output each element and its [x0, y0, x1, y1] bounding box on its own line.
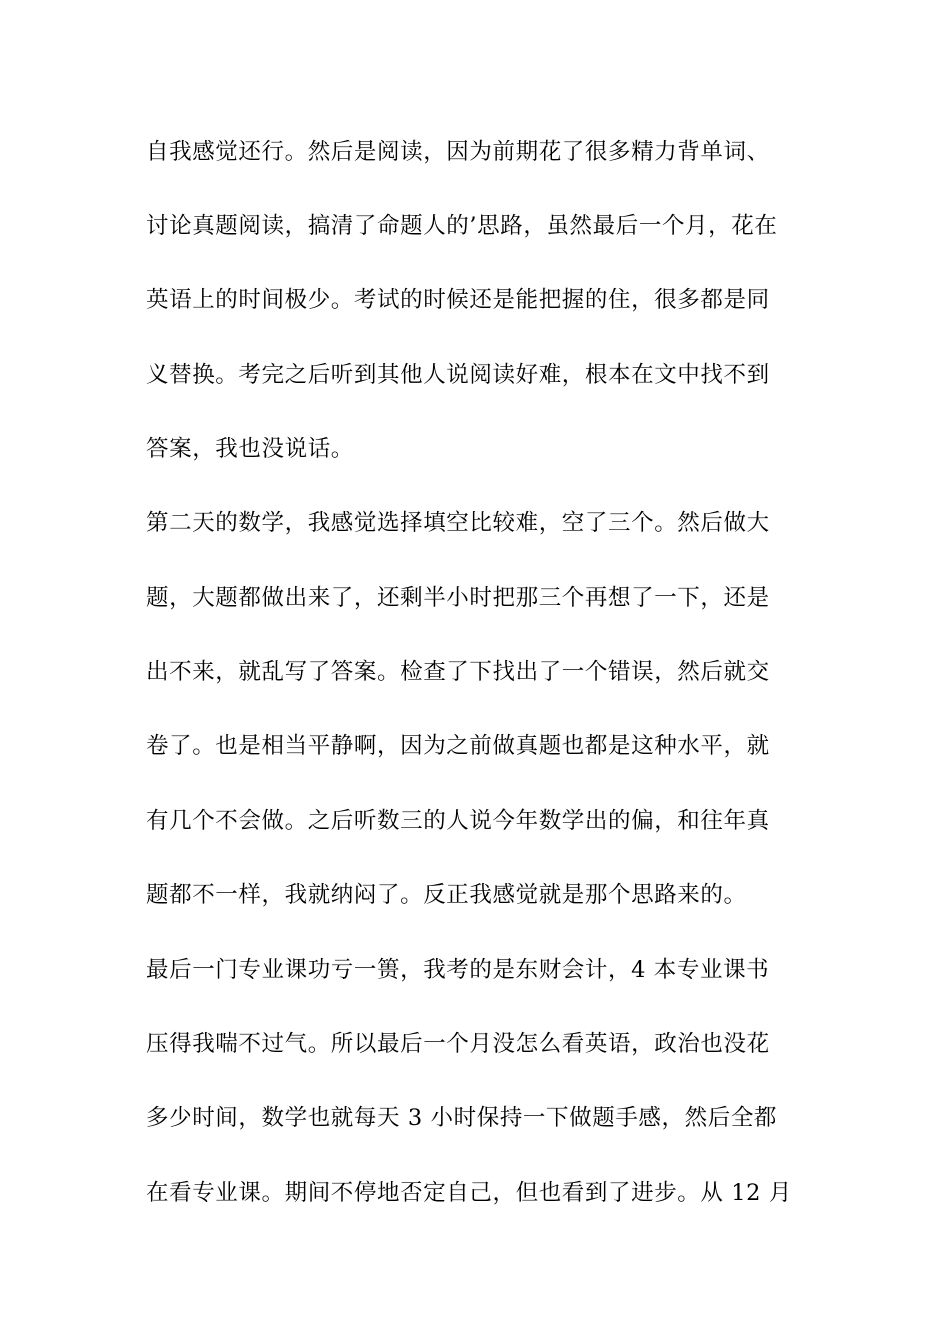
text-line: 最后一门专业课功亏一篑，我考的是东财会计，4 本专业课书: [146, 957, 770, 983]
text-line: 多少时间，数学也就每天 3 小时保持一下做题手感，然后全都: [146, 1105, 778, 1131]
text-line: 义替换。考完之后听到其他人说阅读好难，根本在文中找不到: [146, 362, 770, 388]
text-line: 答案，我也没说话。: [146, 436, 354, 462]
text-line: 第二天的数学，我感觉选择填空比较难，空了三个。然后做大: [146, 510, 770, 536]
text-line: 有几个不会做。之后听数三的人说今年数学出的偏，和往年真: [146, 808, 770, 834]
text-line: 自我感觉还行。然后是阅读，因为前期花了很多精力背单词、: [146, 139, 770, 165]
text-line: 题，大题都做出来了，还剩半小时把那三个再想了一下，还是: [146, 585, 770, 611]
text-line: 题都不一样，我就纳闷了。反正我感觉就是那个思路来的。: [146, 882, 747, 908]
text-line: 压得我喘不过气。所以最后一个月没怎么看英语，政治也没花: [146, 1031, 770, 1057]
text-line: 讨论真题阅读，搞清了命题人的’思路，虽然最后一个月，花在: [146, 213, 778, 239]
text-line: 英语上的时间极少。考试的时候还是能把握的住，很多都是同: [146, 287, 770, 313]
text-line: 出不来，就乱写了答案。检查了下找出了一个错误，然后就交: [146, 659, 770, 685]
text-line: 卷了。也是相当平静啊，因为之前做真题也都是这种水平，就: [146, 733, 770, 759]
text-line: 在看专业课。期间不停地否定自己，但也看到了进步。从 12 月: [146, 1180, 792, 1206]
